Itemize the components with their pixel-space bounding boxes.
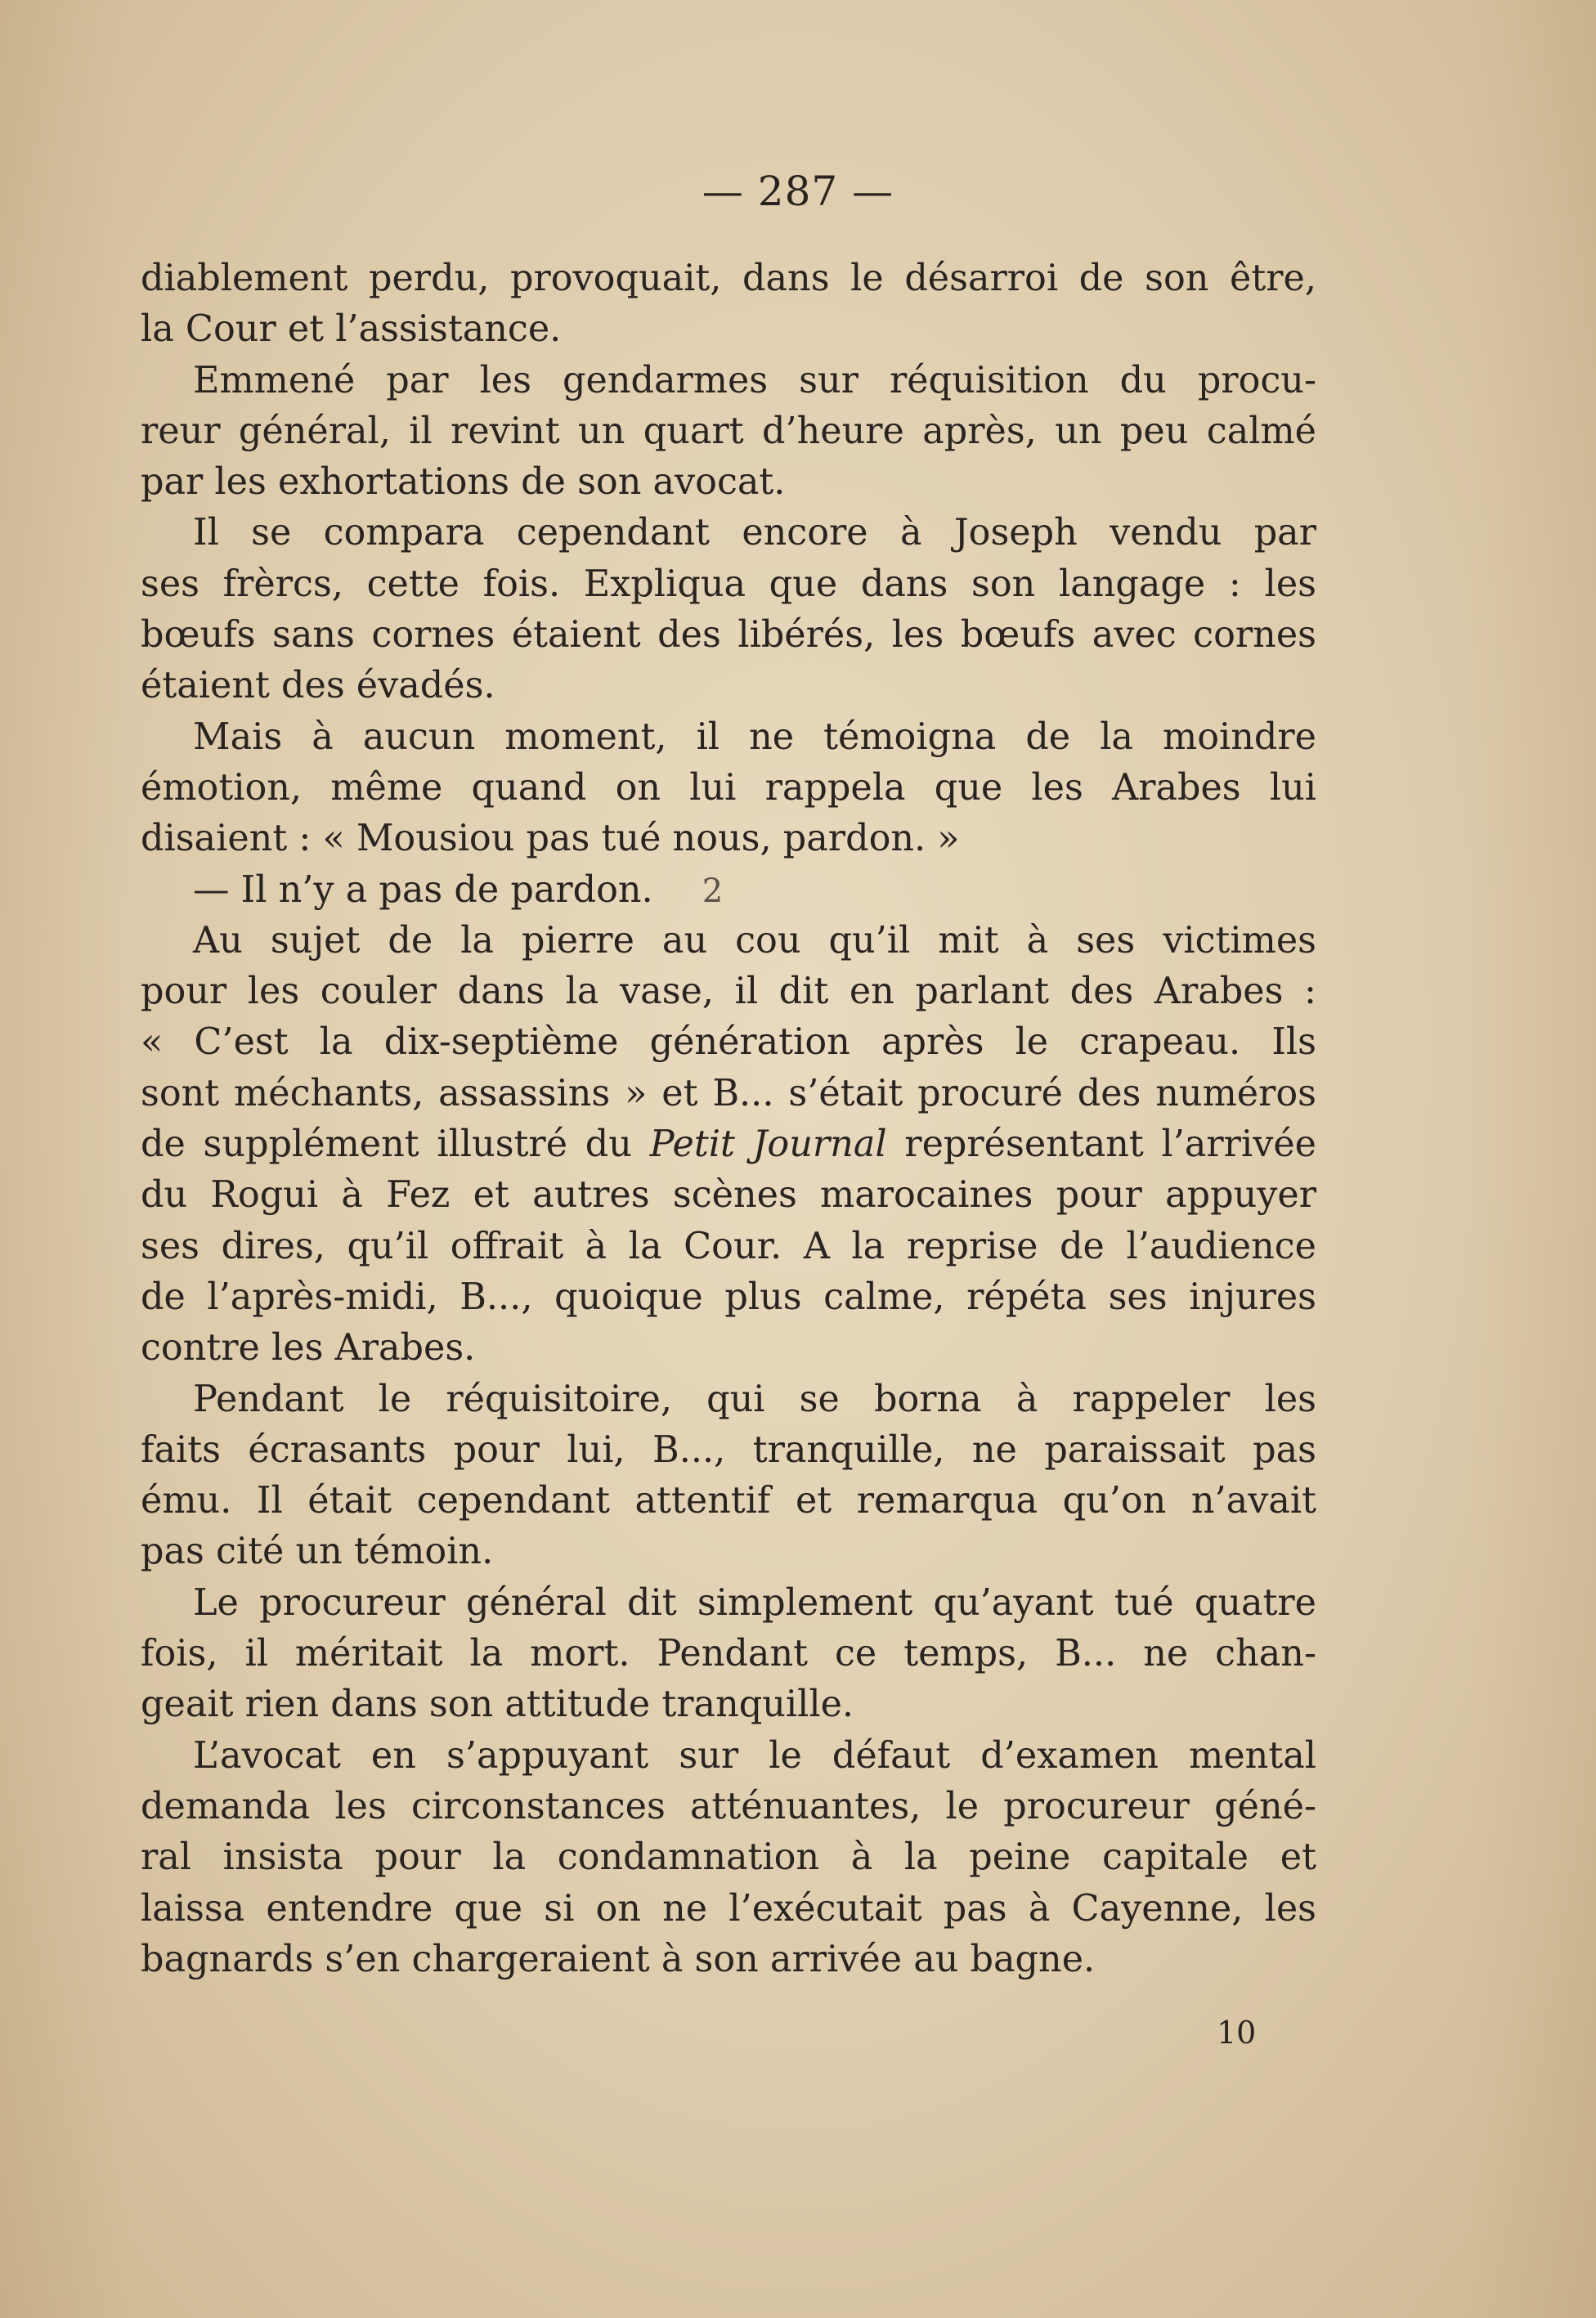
text-line xyxy=(141,1832,1316,1883)
text-line xyxy=(141,508,1316,558)
text-line xyxy=(141,356,1316,406)
text-line xyxy=(141,916,1316,966)
text-line xyxy=(141,1578,1316,1629)
line-text: bœufs sans cornes étaient des libérés, les bœufs avec cornes xyxy=(141,614,1316,657)
line-text: faits écrasants pour lui, B..., tranquille, ne paraissait pas xyxy=(141,1428,1316,1471)
line-text: de l’après-midi, B..., quoique plus calme, répéta ses injures xyxy=(141,1276,1316,1318)
text-line xyxy=(141,1935,1316,1985)
text-line xyxy=(141,712,1316,763)
text-fragment: de supplément illustré du xyxy=(141,1123,650,1166)
text-line xyxy=(141,661,1316,711)
line-text: ses dires, qu’il offrait à la Cour. A la reprise de l’audience xyxy=(141,1225,1316,1267)
line-text: Le procureur général dit simplement qu’ayant tué quatre xyxy=(193,1581,1316,1624)
line-text: Au sujet de la pierre au cou qu’il mit à ses victimes xyxy=(193,919,1316,962)
line-text: disaient : « Mousiou pas tué nous, pardon. » xyxy=(141,818,960,860)
text-line xyxy=(141,1629,1316,1679)
line-text: du Rogui à Fez et autres scènes marocaines pour appuyer xyxy=(141,1174,1316,1217)
line-text: diablement perdu, provoquait, dans le désarroi de son être, xyxy=(141,258,1316,299)
line-text: Il se compara cependant encore à Joseph vendu par xyxy=(193,512,1316,554)
signature-number: 10 xyxy=(1217,2015,1257,2051)
line-text: ses frèrcs, cette fois. Expliqua que dans son langage : les xyxy=(141,563,1316,605)
text-line xyxy=(141,457,1316,508)
line-text: la Cour et l’assistance. xyxy=(141,308,562,351)
text-line xyxy=(141,1170,1316,1221)
line-text: « C’est la dix-septième génération après le crapeau. Ils xyxy=(141,1021,1316,1064)
line-text: demanda les circonstances atténuantes, le procureur géné- xyxy=(141,1785,1316,1827)
text-line xyxy=(141,1679,1316,1730)
text-line xyxy=(141,1222,1316,1272)
line-text: sont méchants, assassins » et B... s’était procuré des numéros xyxy=(141,1072,1316,1114)
text-line xyxy=(141,1374,1316,1425)
text-line xyxy=(141,865,1316,916)
line-text: fois, il méritait la mort. Pendant ce temps, B... ne chan- xyxy=(141,1633,1316,1675)
line-text: geait rien dans son attitude tranquille. xyxy=(141,1684,854,1726)
text-line xyxy=(141,1069,1316,1119)
body-text xyxy=(141,253,1316,1985)
text-line xyxy=(141,1527,1316,1577)
line-text: L’avocat en s’appuyant sur le défaut d’examen mental xyxy=(193,1734,1316,1777)
line-text: contre les Arabes. xyxy=(141,1327,476,1370)
handwritten-mark: 2 xyxy=(702,872,724,910)
line-text: pas cité un témoin. xyxy=(141,1531,494,1573)
text-line xyxy=(141,966,1316,1017)
line-text: par les exhortations de son avocat. xyxy=(141,461,786,504)
italic-title: Petit Journal xyxy=(649,1123,887,1166)
text-line xyxy=(141,814,1316,864)
text-line xyxy=(141,1323,1316,1374)
text-line xyxy=(141,763,1316,814)
line-text: ral insista pour la condamnation à la peine capitale et xyxy=(141,1836,1316,1879)
text-line xyxy=(141,1017,1316,1068)
line-text: reur général, il revint un quart d’heure après, un peu calmé xyxy=(141,410,1316,452)
text-fragment: représentant l’arrivée xyxy=(886,1123,1316,1166)
line-text: laissa entendre que si on ne l’exécutait pas à Cayenne, les xyxy=(141,1887,1316,1930)
text-line xyxy=(141,1272,1316,1323)
line-text: Emmené par les gendarmes sur réquisition du procu- xyxy=(193,359,1316,401)
line-text: pour les couler dans la vase, il dit en parlant des Arabes : xyxy=(141,971,1316,1013)
text-line xyxy=(141,610,1316,661)
text-line xyxy=(141,406,1316,457)
text-line xyxy=(141,1731,1316,1782)
line-text: Pendant le réquisitoire, qui se borna à rappeler les xyxy=(193,1378,1316,1420)
text-line xyxy=(141,1119,1316,1170)
text-line xyxy=(141,253,1316,304)
text-line xyxy=(141,304,1316,355)
line-text: étaient des évadés. xyxy=(141,665,495,707)
text-line xyxy=(141,1476,1316,1527)
page-number: — 287 — xyxy=(702,168,894,215)
text-line xyxy=(141,559,1316,610)
text-line xyxy=(141,1782,1316,1832)
line-text: — Il n’y a pas de pardon. xyxy=(193,868,653,911)
text-line xyxy=(141,1425,1316,1476)
line-text: ému. Il était cependant attentif et remarqua qu’on n’avait xyxy=(141,1480,1316,1522)
line-text: Mais à aucun moment, il ne témoigna de la moindre xyxy=(193,715,1316,758)
text-line xyxy=(141,1884,1316,1935)
line-text: émotion, même quand on lui rappela que les Arabes lui xyxy=(141,766,1316,809)
line-text: bagnards s’en chargeraient à son arrivée au bagne. xyxy=(141,1938,1096,1980)
